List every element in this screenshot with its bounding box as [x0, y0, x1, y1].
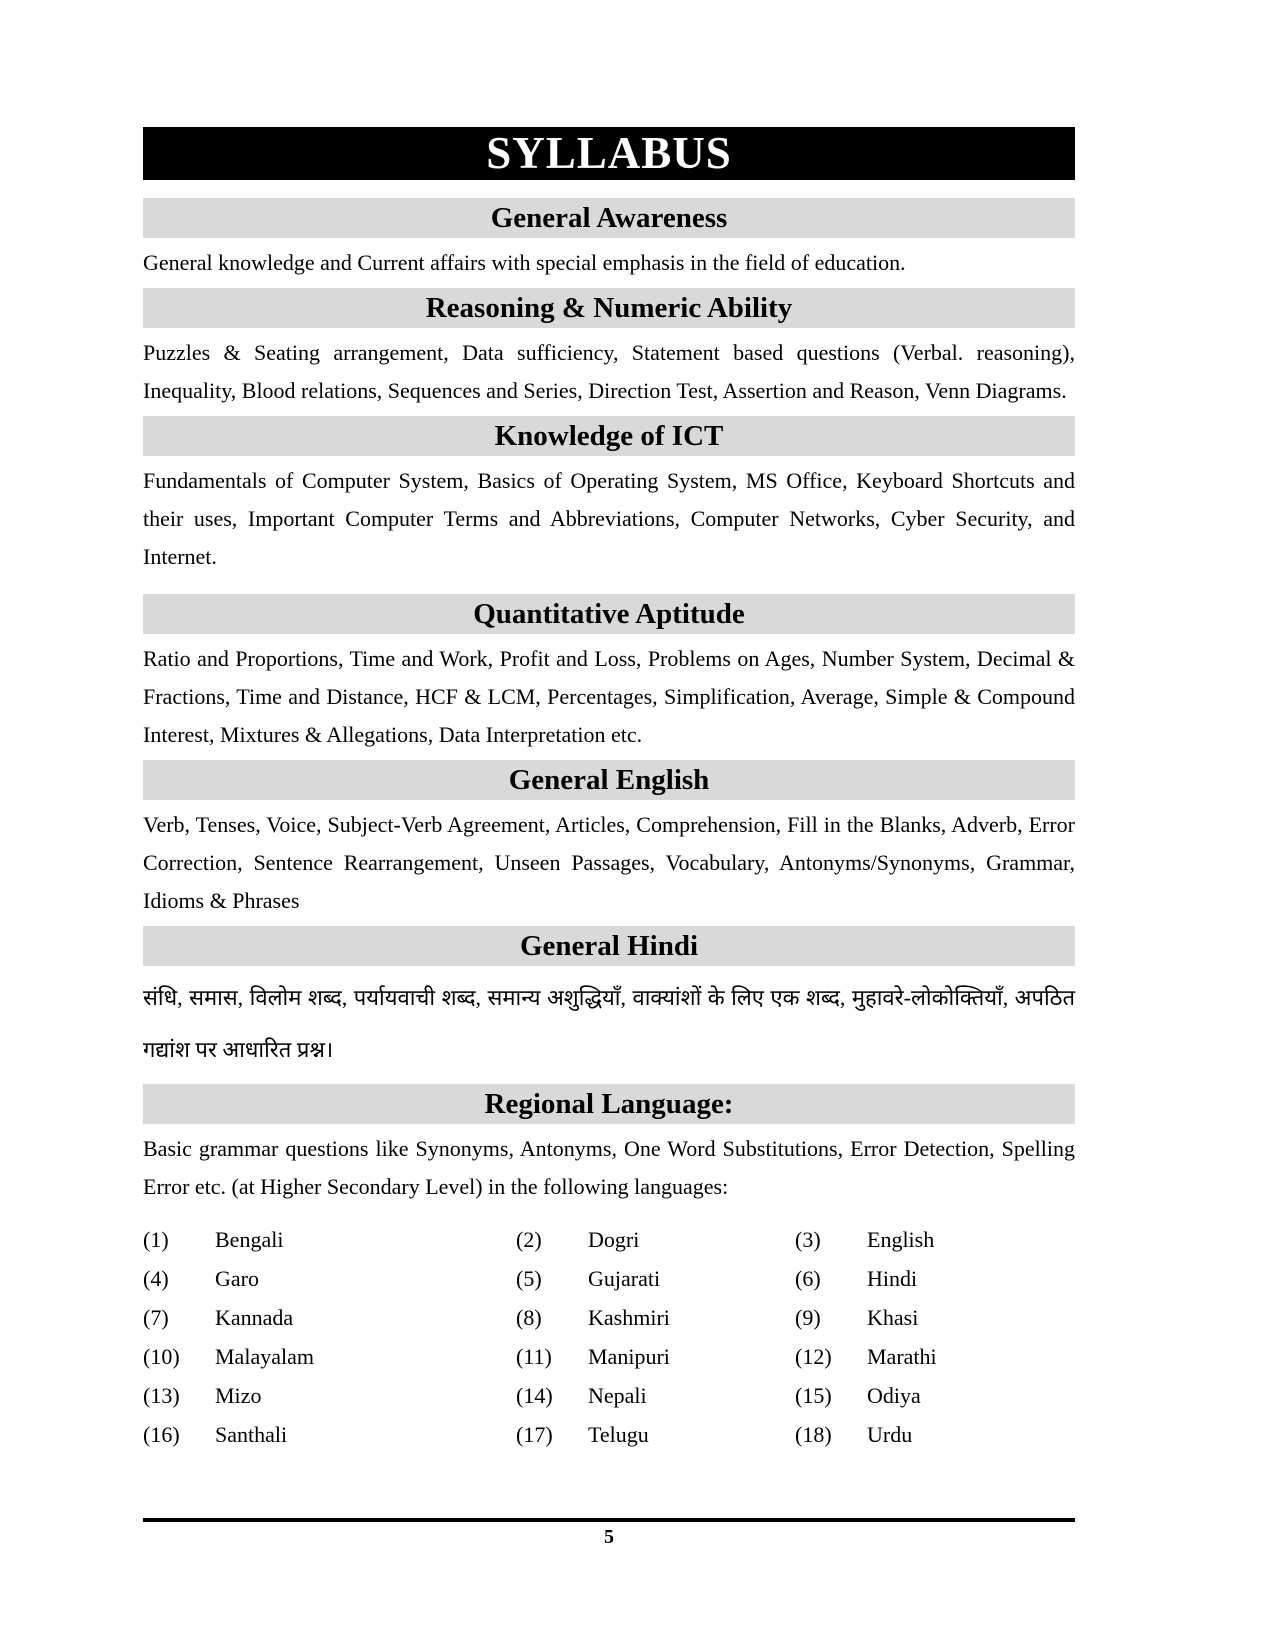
section-body: Fundamentals of Computer System, Basics of Operating System, MS Office, Keyboard Shortcuts and their uses, Important Computer Terms and Abbreviations, Computer Networks, Cyber Security, and Internet. [143, 468, 1075, 569]
language-name: Kannada [215, 1305, 294, 1330]
language-item [516, 1415, 795, 1454]
language-item [143, 1259, 516, 1298]
language-number: (9) [795, 1305, 821, 1330]
language-number: (4) [143, 1266, 169, 1291]
language-list [143, 1220, 1075, 1454]
section-heading-bar [143, 926, 1075, 966]
language-number: (13) [143, 1383, 180, 1408]
page-title: SYLLABUS [486, 128, 732, 178]
language-number: (12) [795, 1344, 832, 1369]
language-number: (1) [143, 1227, 169, 1252]
section-quantitative-aptitude [143, 594, 1075, 754]
section-heading: General Awareness [490, 202, 728, 234]
language-name: Urdu [867, 1422, 913, 1447]
language-number: (2) [516, 1227, 542, 1252]
footer-rule [143, 1518, 1075, 1522]
section-heading-bar [143, 1084, 1075, 1124]
language-item [516, 1376, 795, 1415]
section-knowledge-of-ict [143, 416, 1075, 576]
section-body: Ratio and Proportions, Time and Work, Profit and Loss, Problems on Ages, Number System, Decimal & Fractions, Time and Distance, HCF & LCM, Percentages, Simplification, Average, Simple & Compound Interest, Mixtures & Allegations, Data Interpretation etc. [143, 646, 1075, 747]
language-item [795, 1259, 1075, 1298]
section-body: General knowledge and Current affairs with special emphasis in the field of education. [143, 250, 906, 275]
language-item [795, 1337, 1075, 1376]
language-item [143, 1337, 516, 1376]
section-body: Puzzles & Seating arrangement, Data sufficiency, Statement based questions (Verbal. reasoning), Inequality, Blood relations, Sequences and Series, Direction Test, Assertion and Reason, Venn Diagrams. [143, 340, 1075, 403]
syllabus-banner [143, 127, 1075, 180]
language-item [516, 1337, 795, 1376]
section-heading: Knowledge of ICT [494, 420, 724, 452]
language-name: Nepali [588, 1383, 647, 1408]
section-heading-bar [143, 760, 1075, 800]
language-item [795, 1376, 1075, 1415]
language-name: Kashmiri [588, 1305, 670, 1330]
language-name: Odiya [867, 1383, 921, 1408]
section-heading: General English [508, 764, 710, 796]
language-name: Manipuri [588, 1344, 670, 1369]
section-general-awareness [143, 198, 1075, 282]
language-name: Marathi [867, 1344, 937, 1369]
language-item [795, 1415, 1075, 1454]
language-item [143, 1415, 516, 1454]
language-number: (16) [143, 1422, 180, 1447]
language-name: Dogri [588, 1227, 640, 1252]
section-body: Verb, Tenses, Voice, Subject-Verb Agreement, Articles, Comprehension, Fill in the Blanks, Adverb, Error Correction, Sentence Rearrangement, Unseen Passages, Vocabulary, Antonyms/Synonyms, Grammar, Idioms & Phrases [143, 812, 1075, 913]
language-number: (18) [795, 1422, 832, 1447]
language-name: Telugu [588, 1422, 649, 1447]
section-heading: General Hindi [519, 930, 699, 962]
section-reasoning-numeric-ability [143, 288, 1075, 410]
page-content [143, 127, 1075, 1454]
language-item [516, 1259, 795, 1298]
language-number: (17) [516, 1422, 553, 1447]
language-name: Bengali [215, 1227, 284, 1252]
section-general-hindi [143, 926, 1075, 1076]
language-number: (3) [795, 1227, 821, 1252]
section-general-english [143, 760, 1075, 920]
language-number: (10) [143, 1344, 180, 1369]
language-number: (6) [795, 1266, 821, 1291]
section-heading: Quantitative Aptitude [473, 598, 745, 630]
section-heading: Reasoning & Numeric Ability [425, 292, 793, 324]
section-regional-language [143, 1084, 1075, 1454]
language-item [516, 1298, 795, 1337]
section-heading-bar [143, 594, 1075, 634]
language-item [143, 1220, 516, 1259]
language-number: (15) [795, 1383, 832, 1408]
language-number: (7) [143, 1305, 169, 1330]
language-number: (5) [516, 1266, 542, 1291]
language-name: Garo [215, 1266, 259, 1291]
language-number: (14) [516, 1383, 553, 1408]
language-name: Malayalam [215, 1344, 314, 1369]
section-heading-bar [143, 416, 1075, 456]
language-item [795, 1298, 1075, 1337]
language-item [795, 1220, 1075, 1259]
language-name: Mizo [215, 1383, 262, 1408]
language-name: English [867, 1227, 935, 1252]
section-body: संधि, समास, विलोम शब्द, पर्यायवाची शब्द, समान्य अशुद्धियाँ, वाक्यांशों के लिए एक शब्द, मुहावरे-लोकोक्तियाँ, अपठित गद्यांश पर आधारित प्रश्न। [143, 985, 1075, 1062]
section-body: Basic grammar questions like Synonyms, Antonyms, One Word Substitutions, Error Detection, Spelling Error etc. (at Higher Secondary Level) in the following languages: [143, 1136, 1075, 1199]
language-name: Khasi [867, 1305, 919, 1330]
language-item [143, 1376, 516, 1415]
language-name: Gujarati [588, 1266, 661, 1291]
page-number: 5 [604, 1526, 614, 1548]
section-heading-bar [143, 288, 1075, 328]
language-name: Santhali [215, 1422, 288, 1447]
language-item [516, 1220, 795, 1259]
language-item [143, 1298, 516, 1337]
language-name: Hindi [867, 1266, 918, 1291]
section-heading: Regional Language: [484, 1088, 734, 1120]
language-number: (11) [516, 1344, 552, 1369]
section-heading-bar [143, 198, 1075, 238]
language-number: (8) [516, 1305, 542, 1330]
